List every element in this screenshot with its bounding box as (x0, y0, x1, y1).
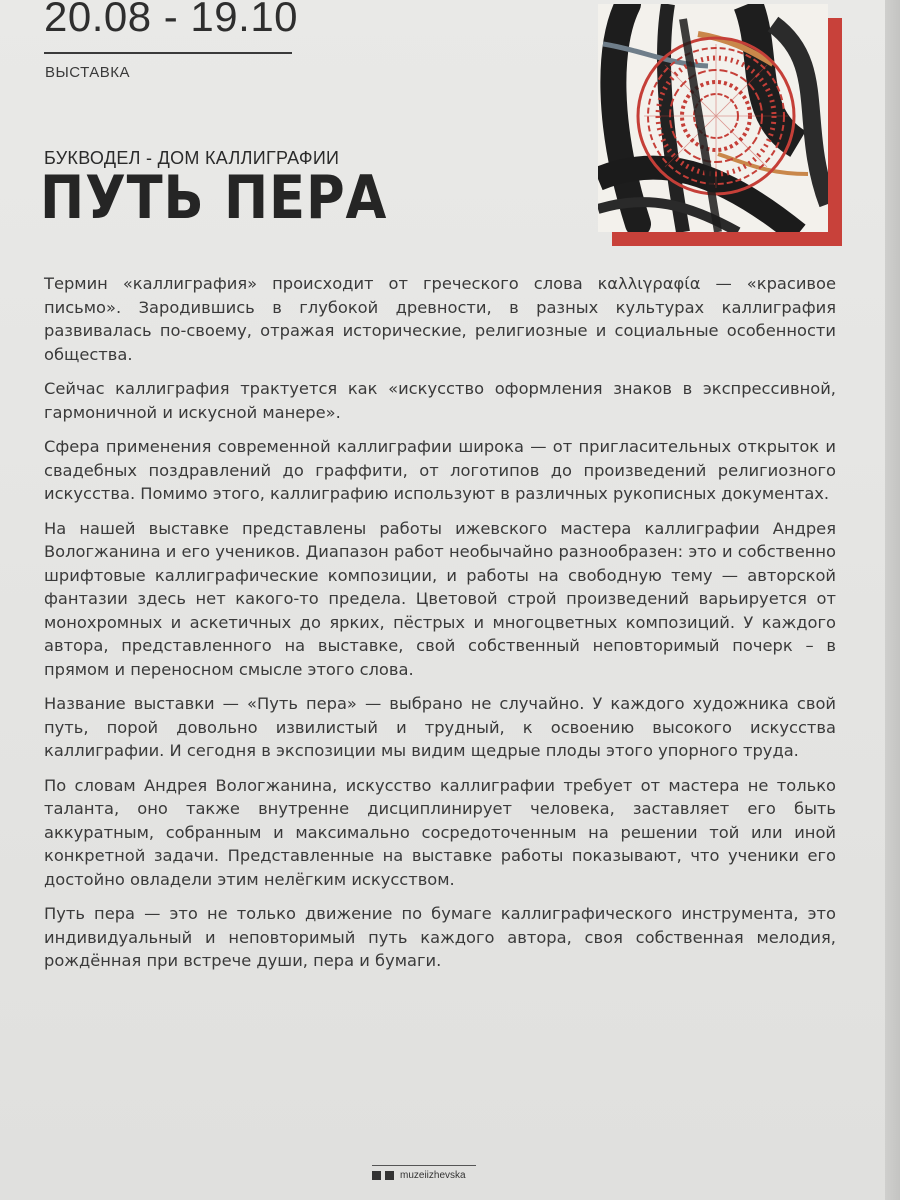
paragraph: Сейчас каллиграфия трактуется как «искусство оформления знаков в экспрессивной, гармоничной и искусной манере». (44, 379, 836, 422)
dates-underline (44, 52, 292, 54)
paragraph: Термин «каллиграфия» происходит от греческого слова καλλιγραφία — «красивое письмо». Зародившись в глубокой древности, в разных культурах каллиграфия развивалась по-своему, отражая исторические, религиозные и социальные особенности общества. (44, 274, 836, 364)
museum-logo (372, 1170, 466, 1181)
paragraph: Сфера применения современной каллиграфии широка — от пригласительных открыток и свадебных поздравлений до граффити, от логотипов до произведений религиозного искусства. Помимо этого, каллиграфию используют в различных рукописных документах. (44, 437, 836, 503)
footer-divider (372, 1165, 476, 1166)
exhibition-title: ПУТЬ ПЕРА (40, 163, 388, 233)
calligraphy-artwork (598, 4, 842, 248)
artwork-image (598, 4, 828, 232)
paragraph: Название выставки — «Путь пера» — выбрано не случайно. У каждого художника свой путь, порой довольно извилистый и трудный, к освоению высокого искусства каллиграфии. И сегодня в экспозиции мы видим щедрые плоды этого упорного труда. (44, 694, 836, 760)
paragraph: По словам Андрея Вологжанина, искусство каллиграфии требует от мастера не только таланта, оно также внутренне дисциплинирует человека, заставляет его быть аккуратным, собранным и максимально сосредоточенным на решении той или иной конкретной задачи. Представленные на выставке работы показывают, что ученики его достойно овладели этим нелёгким искусством. (44, 775, 836, 889)
logo-mark-icon (385, 1171, 394, 1180)
museum-logo-text: muzeiizhevska (400, 1170, 466, 1181)
logo-mark-icon (372, 1171, 381, 1180)
exhibition-description (44, 272, 836, 984)
paragraph: На нашей выставке представлены работы ижевского мастера каллиграфии Андрея Вологжанина и его учеников. Диапазон работ необычайно разнообразен: это и собственно шрифтовые каллиграфические композиции, и работы на свободную тему — авторской фантазии здесь нет какого-то предела. Цветовой строй произведений варьируется от монохромных и аскетичных до ярких, пёстрых и многоцветных композиций. У каждого автора, представленного на выставке, свой собственный неповторимый почерк – в прямом и переносном смысле этого слова. (44, 518, 836, 679)
paragraph: Путь пера — это не только движение по бумаге каллиграфического инструмента, это индивидуальный и неповторимый путь каждого автора, своя собственная мелодия, рождённая при встрече души, пера и бумаги. (44, 904, 836, 970)
exhibition-label: ВЫСТАВКА (45, 64, 131, 81)
organizer-name: БУКВОДЕЛ - ДОМ КАЛЛИГРАФИИ (44, 148, 340, 168)
exhibition-dates: 20.08 - 19.10 (44, 0, 299, 40)
wall-edge (885, 0, 900, 1200)
